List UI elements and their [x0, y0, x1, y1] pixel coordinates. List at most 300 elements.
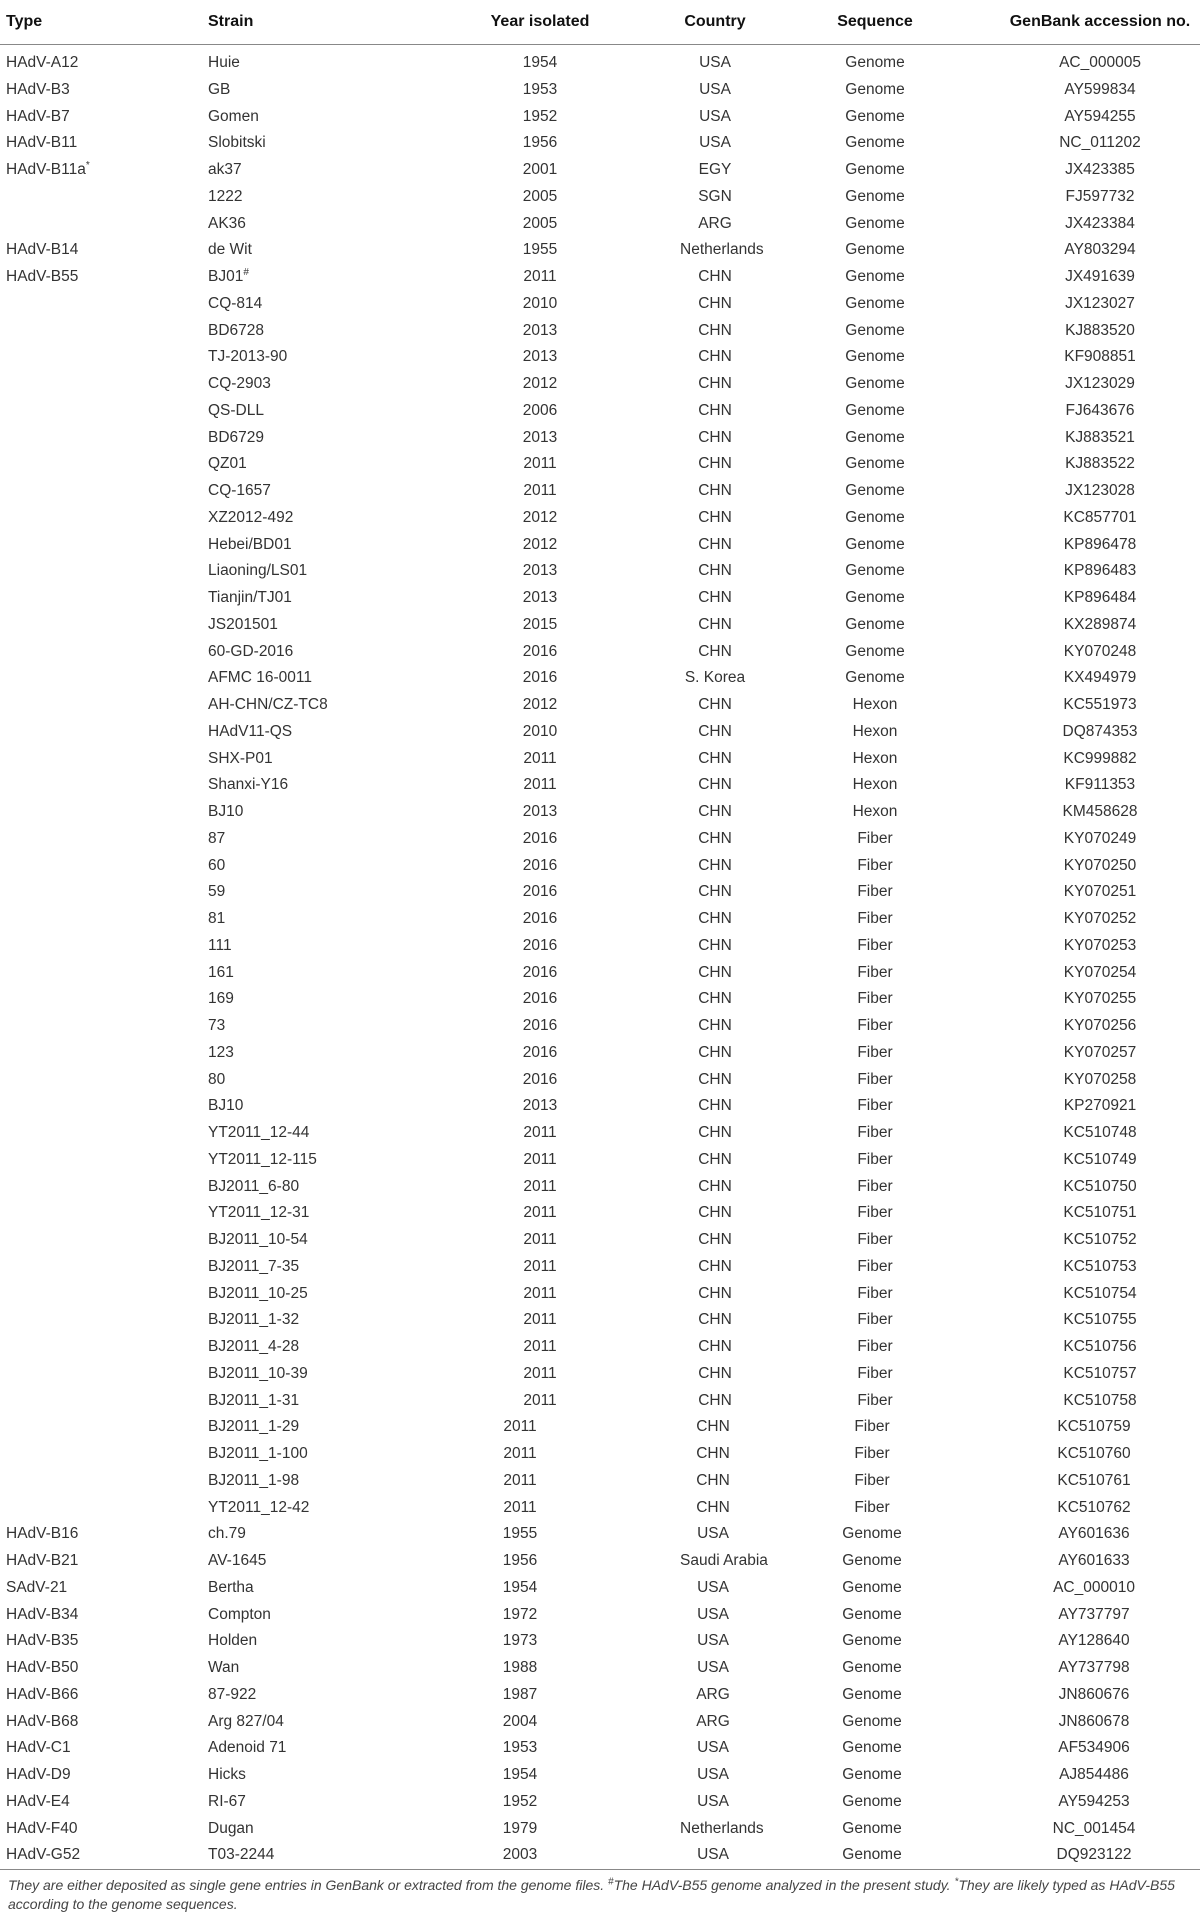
cell-accession-text: KC510755 — [1063, 1311, 1137, 1329]
table-row — [0, 906, 1200, 933]
cell-strain-text: QZ01 — [208, 455, 247, 473]
cell-country-text: CHN — [698, 1070, 732, 1088]
cell-year-text: 2011 — [523, 1364, 557, 1382]
cell-country-text: CHN — [698, 1017, 732, 1034]
cell-sequence — [750, 1120, 1000, 1147]
cell-year — [400, 1655, 680, 1682]
cell-strain-text: Compton — [208, 1605, 271, 1623]
cell-type-text: HAdV-B21 — [6, 1552, 79, 1569]
cell-strain-text: CQ-1657 — [208, 482, 271, 499]
table-row — [0, 451, 1200, 478]
cell-year — [400, 398, 680, 425]
cell-country-text: USA — [697, 1632, 729, 1650]
cell-sequence-text: Fiber — [857, 1231, 893, 1248]
cell-accession-text: KC510761 — [1057, 1471, 1131, 1489]
cell-year-text: 2011 — [523, 1204, 557, 1222]
cell-strain-text: BJ2011_1-29 — [208, 1418, 300, 1436]
cell-strain-text: HAdV11-QS — [208, 722, 293, 740]
cell-strain — [200, 1388, 400, 1415]
cell-strain-text: GB — [208, 80, 231, 98]
cell-type — [0, 1682, 200, 1709]
cell-sequence — [750, 853, 1000, 880]
cell-year-text: 1979 — [502, 1819, 538, 1837]
cell-sequence-text: Genome — [842, 1819, 902, 1837]
cell-year — [400, 1709, 680, 1736]
table-row — [0, 1441, 1200, 1468]
cell-country — [680, 1361, 750, 1388]
cell-accession — [1000, 585, 1200, 612]
cell-accession — [1000, 746, 1200, 773]
cell-type-text: HAdV-B34 — [6, 1605, 79, 1623]
cell-year — [400, 77, 680, 104]
cell-strain-text: 87 — [208, 829, 226, 847]
cell-accession — [1000, 799, 1200, 826]
cell-country-text: USA — [697, 1739, 729, 1757]
cell-type — [0, 1602, 200, 1629]
cell-strain — [200, 1093, 400, 1120]
cell-strain-text: 73 — [208, 1017, 226, 1034]
cell-accession-text: JN860678 — [1058, 1712, 1130, 1730]
cell-year — [400, 986, 680, 1013]
table-row — [0, 1655, 1200, 1682]
cell-country — [680, 1147, 750, 1174]
cell-sequence-text: Genome — [845, 161, 905, 178]
cell-country — [680, 1227, 750, 1254]
cell-country — [680, 665, 750, 692]
cell-year — [400, 1281, 680, 1308]
cell-year — [400, 45, 680, 77]
cell-type-text: HAdV-B14 — [6, 241, 79, 259]
cell-strain — [200, 1842, 400, 1869]
cell-accession-text: KF908851 — [1064, 348, 1136, 366]
cell-year — [400, 1227, 680, 1254]
cell-sequence-text: Fiber — [857, 910, 893, 927]
cell-year — [400, 799, 680, 826]
table-row — [0, 237, 1200, 264]
cell-sequence-text: Fiber — [857, 990, 893, 1008]
cell-sequence-text: Genome — [845, 428, 905, 446]
cell-accession — [1000, 1575, 1200, 1602]
cell-accession-text: KX494979 — [1063, 669, 1137, 687]
cell-country-text: USA — [699, 54, 731, 71]
cell-strain — [200, 960, 400, 987]
cell-strain — [200, 1174, 400, 1201]
cell-country — [680, 960, 750, 987]
cell-country — [680, 451, 750, 478]
header-sequence: Sequence — [750, 0, 1000, 45]
cell-country-text: ARG — [698, 214, 732, 232]
cell-country — [680, 130, 750, 157]
cell-country — [680, 532, 750, 559]
table-row — [0, 1067, 1200, 1094]
cell-year — [400, 1040, 680, 1067]
cell-year-text: 2016 — [522, 910, 558, 927]
table-row — [0, 879, 1200, 906]
cell-year — [400, 1200, 680, 1227]
cell-sequence — [750, 1628, 1000, 1655]
table-row — [0, 157, 1200, 184]
cell-country — [680, 1441, 750, 1468]
cell-year — [400, 585, 680, 612]
cell-year — [400, 344, 680, 371]
cell-country-text: CHN — [698, 642, 732, 660]
cell-strain — [200, 104, 400, 131]
cell-strain-text: Wan — [208, 1659, 240, 1676]
cell-sequence-text: Fiber — [854, 1445, 890, 1462]
cell-year — [400, 1789, 680, 1816]
table-row — [0, 291, 1200, 318]
cell-sequence — [750, 933, 1000, 960]
cell-country — [680, 1334, 750, 1361]
cell-strain-text: AH-CHN/CZ-TC8 — [208, 696, 328, 713]
cell-country — [680, 585, 750, 612]
cell-accession-text: FJ597732 — [1065, 187, 1135, 205]
cell-year — [400, 1521, 680, 1548]
cell-accession-text: KC510748 — [1063, 1124, 1137, 1141]
table-row — [0, 130, 1200, 157]
cell-year — [400, 1762, 680, 1789]
cell-accession — [1000, 1254, 1200, 1281]
cell-type — [0, 184, 200, 211]
table-row — [0, 853, 1200, 880]
cell-year — [400, 1495, 680, 1522]
cell-sequence — [750, 371, 1000, 398]
cell-year-text: 1954 — [502, 1578, 538, 1596]
cell-year-text: 2012 — [522, 375, 558, 392]
cell-sequence-text: Genome — [845, 214, 905, 232]
cell-strain-text: 87-922 — [208, 1685, 257, 1703]
table-row — [0, 45, 1200, 77]
cell-strain — [200, 318, 400, 345]
cell-year — [400, 826, 680, 853]
cell-sequence-text: Fiber — [854, 1471, 890, 1489]
cell-sequence-text: Genome — [845, 615, 905, 633]
cell-country — [680, 1067, 750, 1094]
cell-year-text: 2012 — [522, 535, 558, 553]
cell-accession-text: KY070252 — [1063, 910, 1137, 927]
table-row — [0, 960, 1200, 987]
cell-sequence-text: Genome — [845, 80, 905, 98]
cell-year-text: 2005 — [522, 187, 558, 205]
cell-strain — [200, 1495, 400, 1522]
cell-type — [0, 532, 200, 559]
cell-sequence — [750, 585, 1000, 612]
table-row — [0, 1147, 1200, 1174]
cell-accession-text: KM458628 — [1062, 803, 1138, 820]
cell-type — [0, 77, 200, 104]
cell-accession — [1000, 1521, 1200, 1548]
footnote-text-2: The HAdV-B55 genome analyzed in the present study. — [613, 1877, 955, 1893]
cell-strain-text: QS-DLL — [208, 401, 264, 419]
cell-type — [0, 1468, 200, 1495]
cell-year-text: 1952 — [522, 107, 558, 125]
cell-type — [0, 130, 200, 157]
cell-strain — [200, 1441, 400, 1468]
cell-strain — [200, 826, 400, 853]
cell-country — [680, 1120, 750, 1147]
cell-strain-text: BD6728 — [208, 321, 265, 339]
cell-accession — [1000, 1067, 1200, 1094]
cell-accession-text: KJ883522 — [1065, 455, 1135, 473]
cell-strain-text: 169 — [208, 990, 234, 1008]
cell-country-text: CHN — [698, 348, 732, 366]
cell-strain — [200, 1682, 400, 1709]
cell-year-text: 2011 — [523, 1177, 557, 1195]
cell-strain — [200, 1735, 400, 1762]
cell-accession-text: AY737798 — [1058, 1659, 1130, 1676]
cell-type — [0, 104, 200, 131]
cell-type — [0, 826, 200, 853]
table-row — [0, 799, 1200, 826]
cell-year-text: 2016 — [522, 669, 558, 687]
cell-strain-text: ch.79 — [208, 1525, 246, 1543]
footnote-sup-asterisk: * — [954, 1876, 959, 1888]
cell-country-text: CHN — [698, 696, 732, 713]
cell-sequence-text: Fiber — [857, 1284, 893, 1302]
cell-year-text: 1952 — [502, 1792, 538, 1810]
cell-sequence-text: Genome — [842, 1632, 902, 1650]
cell-year-text: 2005 — [522, 214, 558, 232]
cell-accession-text: KC510751 — [1063, 1204, 1137, 1222]
cell-sequence — [750, 1709, 1000, 1736]
cell-year — [400, 1120, 680, 1147]
cell-country-text: CHN — [698, 829, 732, 847]
cell-accession-text: AY601633 — [1058, 1552, 1130, 1569]
cell-country — [680, 157, 750, 184]
cell-accession — [1000, 1628, 1200, 1655]
cell-accession-text: JX123027 — [1065, 294, 1135, 312]
cell-accession — [1000, 1013, 1200, 1040]
cell-strain — [200, 853, 400, 880]
cell-accession — [1000, 1093, 1200, 1120]
cell-strain-text: CQ-2903 — [208, 375, 271, 392]
cell-type-text: HAdV-B68 — [6, 1712, 79, 1730]
cell-strain — [200, 77, 400, 104]
cell-accession-text: JX491639 — [1065, 268, 1135, 285]
cell-strain — [200, 746, 400, 773]
cell-year-text: 2015 — [522, 615, 558, 633]
cell-country-text: CHN — [698, 990, 732, 1008]
cell-year — [400, 1441, 680, 1468]
cell-accession — [1000, 1174, 1200, 1201]
cell-country-text: CHN — [698, 1257, 732, 1275]
cell-country — [680, 1762, 750, 1789]
cell-year — [400, 237, 680, 264]
cell-strain — [200, 130, 400, 157]
table-row — [0, 1495, 1200, 1522]
cell-sequence-text: Genome — [842, 1766, 902, 1783]
cell-year-text: 2011 — [523, 1150, 557, 1168]
cell-accession — [1000, 237, 1200, 264]
cell-strain — [200, 1120, 400, 1147]
cell-year-text: 1955 — [522, 241, 558, 259]
cell-country — [680, 1548, 768, 1575]
cell-strain-text: Tianjin/TJ01 — [208, 589, 292, 606]
cell-type — [0, 451, 200, 478]
cell-country-text: CHN — [698, 1284, 732, 1302]
cell-sequence — [750, 960, 1000, 987]
cell-accession — [1000, 1548, 1200, 1575]
cell-sequence-text: Genome — [842, 1578, 902, 1596]
cell-country-text: CHN — [698, 1097, 732, 1115]
cell-country — [680, 1307, 750, 1334]
cell-year — [400, 746, 680, 773]
table-row — [0, 344, 1200, 371]
cell-sequence — [750, 1093, 1000, 1120]
cell-sequence — [750, 1388, 1000, 1415]
cell-country — [680, 826, 750, 853]
cell-country-text: CHN — [698, 294, 732, 312]
table-row — [0, 184, 1200, 211]
cell-year-text: 2011 — [523, 1124, 557, 1141]
cell-sequence — [750, 639, 1000, 666]
cell-accession-text: KY070250 — [1063, 856, 1137, 874]
cell-country-text: USA — [697, 1659, 729, 1676]
cell-country — [680, 1174, 750, 1201]
cell-strain-text: JS201501 — [208, 615, 278, 633]
cell-type — [0, 1227, 200, 1254]
cell-country-text: CHN — [698, 910, 732, 927]
cell-sequence — [750, 1735, 1000, 1762]
cell-accession — [1000, 1414, 1200, 1441]
cell-accession-text: KC510762 — [1057, 1498, 1131, 1516]
cell-sequence — [750, 1361, 1000, 1388]
cell-year-text: 1988 — [502, 1659, 538, 1676]
cell-year-text: 1955 — [502, 1525, 538, 1543]
cell-accession — [1000, 1682, 1200, 1709]
cell-sequence-text: Genome — [845, 107, 905, 125]
cell-accession-text: AJ854486 — [1059, 1766, 1129, 1783]
cell-country-text: CHN — [698, 1043, 732, 1061]
cell-strain — [200, 425, 400, 452]
cell-accession — [1000, 1655, 1200, 1682]
cell-accession — [1000, 264, 1200, 291]
cell-year — [400, 933, 680, 960]
cell-country — [680, 1789, 750, 1816]
cell-strain-text: 123 — [208, 1043, 234, 1061]
table-row — [0, 1842, 1200, 1869]
cell-strain — [200, 478, 400, 505]
cell-country — [680, 1816, 764, 1843]
cell-accession-text: AF534906 — [1058, 1739, 1130, 1757]
cell-strain — [200, 1789, 400, 1816]
cell-year — [400, 1682, 680, 1709]
cell-accession — [1000, 719, 1200, 746]
cell-strain-text: YT2011_12-115 — [208, 1150, 317, 1168]
cell-year-text: 2011 — [523, 482, 557, 499]
cell-sequence-text: Fiber — [857, 829, 893, 847]
table-row — [0, 665, 1200, 692]
cell-year — [400, 639, 680, 666]
cell-year-text: 2011 — [523, 1391, 557, 1409]
cell-sequence — [750, 1227, 1000, 1254]
cell-accession-text: KC999882 — [1063, 749, 1137, 767]
cell-sequence-text: Genome — [845, 455, 905, 473]
cell-accession-text: KY070257 — [1063, 1043, 1137, 1061]
table-row — [0, 1254, 1200, 1281]
table-row — [0, 1762, 1200, 1789]
cell-type — [0, 1067, 200, 1094]
cell-sequence — [750, 1602, 1000, 1629]
cell-type — [0, 1575, 200, 1602]
cell-sequence — [750, 398, 1000, 425]
cell-type — [0, 746, 200, 773]
cell-accession-text: AY803294 — [1064, 241, 1136, 259]
cell-type — [0, 692, 200, 719]
cell-strain-text: de Wit — [208, 241, 252, 259]
cell-strain-text: 161 — [208, 963, 234, 981]
cell-sequence — [750, 532, 1000, 559]
cell-country-text: CHN — [698, 1177, 732, 1195]
cell-country-text: CHN — [698, 321, 732, 339]
cell-country-text: CHN — [696, 1418, 730, 1436]
cell-country — [680, 1735, 750, 1762]
table-footnote — [8, 1876, 1193, 1914]
cell-type — [0, 986, 200, 1013]
cell-sequence — [750, 1174, 1000, 1201]
cell-country-text: CHN — [696, 1498, 730, 1516]
cell-year — [400, 130, 680, 157]
cell-sequence — [750, 425, 1000, 452]
cell-type — [0, 933, 200, 960]
cell-sequence — [750, 1816, 1000, 1843]
cell-accession-text: JX423385 — [1065, 161, 1135, 178]
cell-sequence-text: Genome — [845, 401, 905, 419]
cell-sequence-text: Fiber — [857, 856, 893, 874]
cell-sequence — [750, 1521, 1000, 1548]
cell-strain-text: BJ10 — [208, 1097, 244, 1115]
cell-type — [0, 665, 200, 692]
cell-type — [0, 1709, 200, 1736]
cell-country — [680, 291, 750, 318]
cell-year — [400, 665, 680, 692]
cell-accession-text: JX423384 — [1065, 214, 1135, 232]
cell-type — [0, 371, 200, 398]
cell-accession — [1000, 1388, 1200, 1415]
cell-sequence — [750, 1013, 1000, 1040]
cell-strain — [200, 1361, 400, 1388]
cell-year — [400, 318, 680, 345]
cell-sequence-text: Genome — [845, 187, 905, 205]
cell-year-text: 2016 — [522, 856, 558, 874]
cell-accession-text: DQ923122 — [1056, 1846, 1132, 1864]
cell-type-text: HAdV-C1 — [6, 1739, 71, 1757]
cell-strain — [200, 1655, 400, 1682]
cell-year-text: 1954 — [522, 54, 558, 71]
cell-strain — [200, 237, 400, 264]
footnote-text-3: They are likely typed as HAdV-B55 according to the genome sequences. — [8, 1877, 1175, 1912]
cell-year-text: 2013 — [522, 803, 558, 820]
table-row — [0, 1682, 1200, 1709]
cell-year — [400, 1361, 680, 1388]
cell-accession — [1000, 130, 1200, 157]
cell-strain-text: YT2011_12-44 — [208, 1124, 310, 1141]
table-body — [0, 45, 1200, 1870]
cell-sequence-text: Genome — [842, 1739, 902, 1757]
cell-country-text: CHN — [698, 1391, 732, 1409]
cell-strain-text: YT2011_12-31 — [208, 1204, 310, 1222]
cell-year — [400, 1548, 680, 1575]
cell-strain — [200, 1227, 400, 1254]
cell-type — [0, 211, 200, 238]
cell-accession-text: KC510754 — [1063, 1284, 1137, 1302]
cell-strain-text: BJ01 — [208, 268, 244, 285]
cell-country-text: USA — [697, 1766, 729, 1783]
cell-sequence-text: Hexon — [852, 776, 898, 794]
cell-accession — [1000, 639, 1200, 666]
cell-type — [0, 1040, 200, 1067]
cell-strain-text: BJ2011_10-39 — [208, 1364, 308, 1382]
